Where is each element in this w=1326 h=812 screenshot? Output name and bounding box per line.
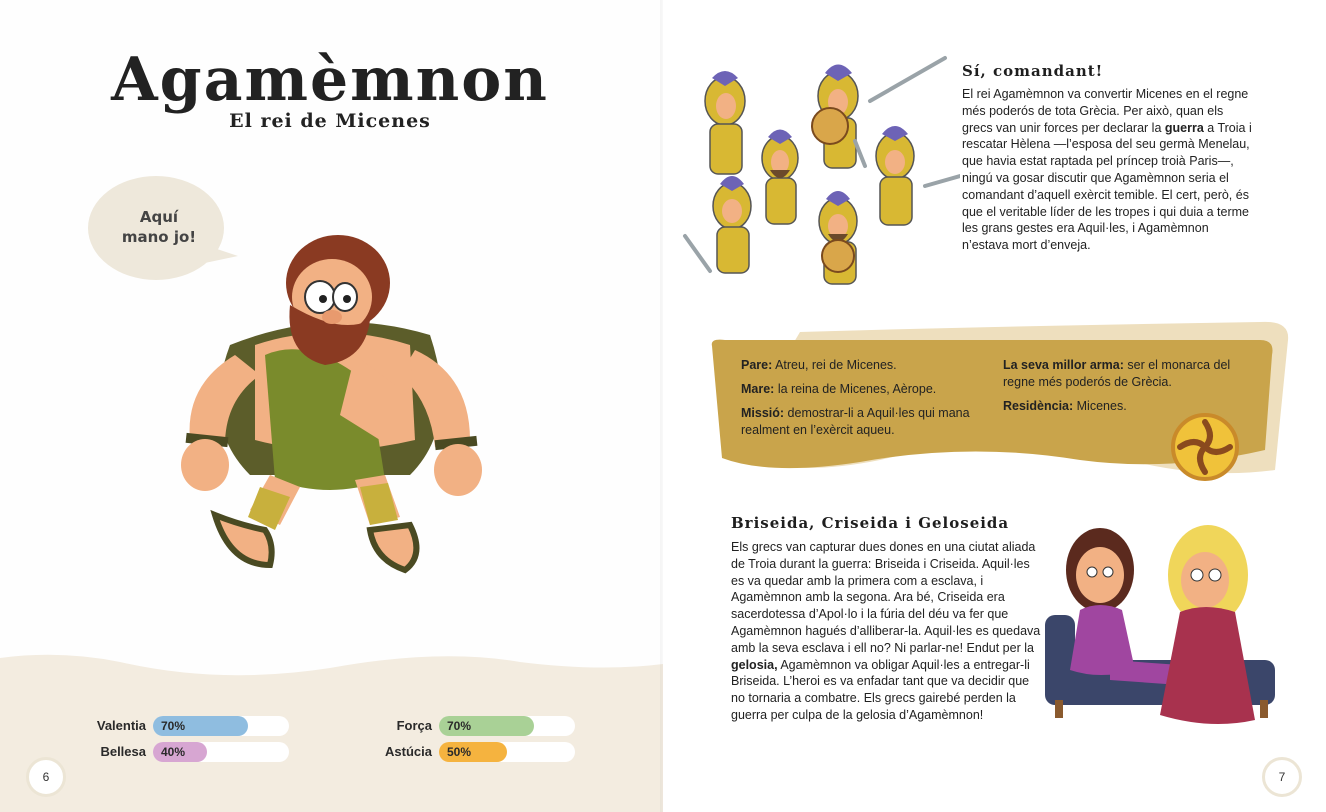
- stat-forca: [396, 716, 575, 738]
- stat-track: [439, 716, 575, 736]
- stat-label: Força: [396, 718, 432, 733]
- body-text-part: Agamèmnon va obligar Aquil·les a entregar-li Briseida. L’heroi es va enfadar tant que va decidir que no tornaria a combatre. Els grecs gairebé perden la guerra per culpa de la gelosia d’Agamèmnon!: [731, 657, 1030, 722]
- info-value: Micenes.: [1073, 399, 1127, 413]
- info-label: Mare:: [741, 382, 775, 396]
- info-value: ser el monarca del regne més poderós de Grècia.: [1003, 358, 1231, 389]
- info-mare: [741, 381, 981, 398]
- stat-track: [153, 742, 289, 762]
- stat-value: 70%: [161, 719, 186, 733]
- briseida-criseida-illustration: [1040, 520, 1290, 730]
- section-body-briseida: [731, 539, 1041, 724]
- info-label: Missió:: [741, 406, 785, 420]
- info-label: La seva millor arma:: [1003, 358, 1124, 372]
- stat-track: [439, 742, 575, 762]
- body-text-part: El rei Agamèmnon va convertir Micenes en el regne més poderós de tota Grècia. Per això, quan els grecs van unir forces per declarar la: [962, 87, 1249, 135]
- info-label: Pare:: [741, 358, 773, 372]
- section-heading-briseida: Briseida, Criseida i Geloseida: [731, 514, 1010, 532]
- greek-soldiers-illustration: [670, 46, 960, 298]
- stat-valentia: [96, 716, 289, 738]
- stat-value: 70%: [447, 719, 472, 733]
- info-missio: [741, 405, 981, 439]
- page-number-left: 6: [26, 757, 66, 797]
- stat-value: 50%: [447, 745, 472, 759]
- body-text-part: Els grecs van capturar dues dones en una ciutat aliada de Troia durant la guerra: Briseida i Criseida. Aquil·les es va quedar amb la primera com a esclava, i Agamèmnon amb la segona. Ara bé, Criseida era sacerdotessa d’Apol·lo i la fúria del déu va fer que Agamèmnon hagués d’alliberar-la. Aquil·les es quedava amb la seva esclava i ell no? Ni parlar-ne! Endut per la: [731, 540, 1041, 655]
- stat-value: 40%: [161, 745, 186, 759]
- stat-label: Astúcia: [385, 744, 432, 759]
- info-column-left: [741, 357, 981, 446]
- stat-label: Valentia: [96, 718, 146, 733]
- shield-icon: [1170, 412, 1240, 482]
- info-value: la reina de Micenes, Aèrope.: [774, 382, 937, 396]
- page-subtitle: El rei de Micenes: [229, 110, 431, 132]
- stat-bellesa: [100, 742, 289, 764]
- info-millor-arma: [1003, 357, 1263, 391]
- stat-label: Bellesa: [100, 744, 146, 759]
- page-title: Agamèmnon: [111, 45, 549, 115]
- speech-line-1: Aquí: [139, 208, 179, 226]
- body-text-part: a Troia i rescatar Hèlena —l’esposa del seu germà Menelau, que havia estat raptada pel príncep troià Paris—, ningú va gosar discutir que Agamèmnon seria el comandant d’aquell exèrcit temible. El cert, però, és que el veritable líder de les tropes i qui duia a terme les grans gestes era Aquil·les, i Agamèmnon n’estava mort d’enveja.: [962, 120, 1252, 253]
- body-bold-term: gelosia,: [731, 657, 778, 672]
- page-number-right: 7: [1262, 757, 1302, 797]
- agamemnon-illustration: [160, 225, 500, 585]
- stat-track: [153, 716, 289, 736]
- body-bold-term: guerra: [1164, 120, 1204, 135]
- speech-line-2: mano jo!: [121, 228, 197, 246]
- info-value: demostrar-li a Aquil·les qui mana realment en l’exèrcit aqueu.: [741, 406, 970, 437]
- info-label: Residència:: [1003, 399, 1074, 413]
- stat-astucia: [385, 742, 575, 764]
- section-body-si-comandant: [962, 86, 1257, 254]
- section-heading-si-comandant: Sí, comandant!: [962, 62, 1104, 80]
- info-value: Atreu, rei de Micenes.: [772, 358, 897, 372]
- info-pare: [741, 357, 981, 374]
